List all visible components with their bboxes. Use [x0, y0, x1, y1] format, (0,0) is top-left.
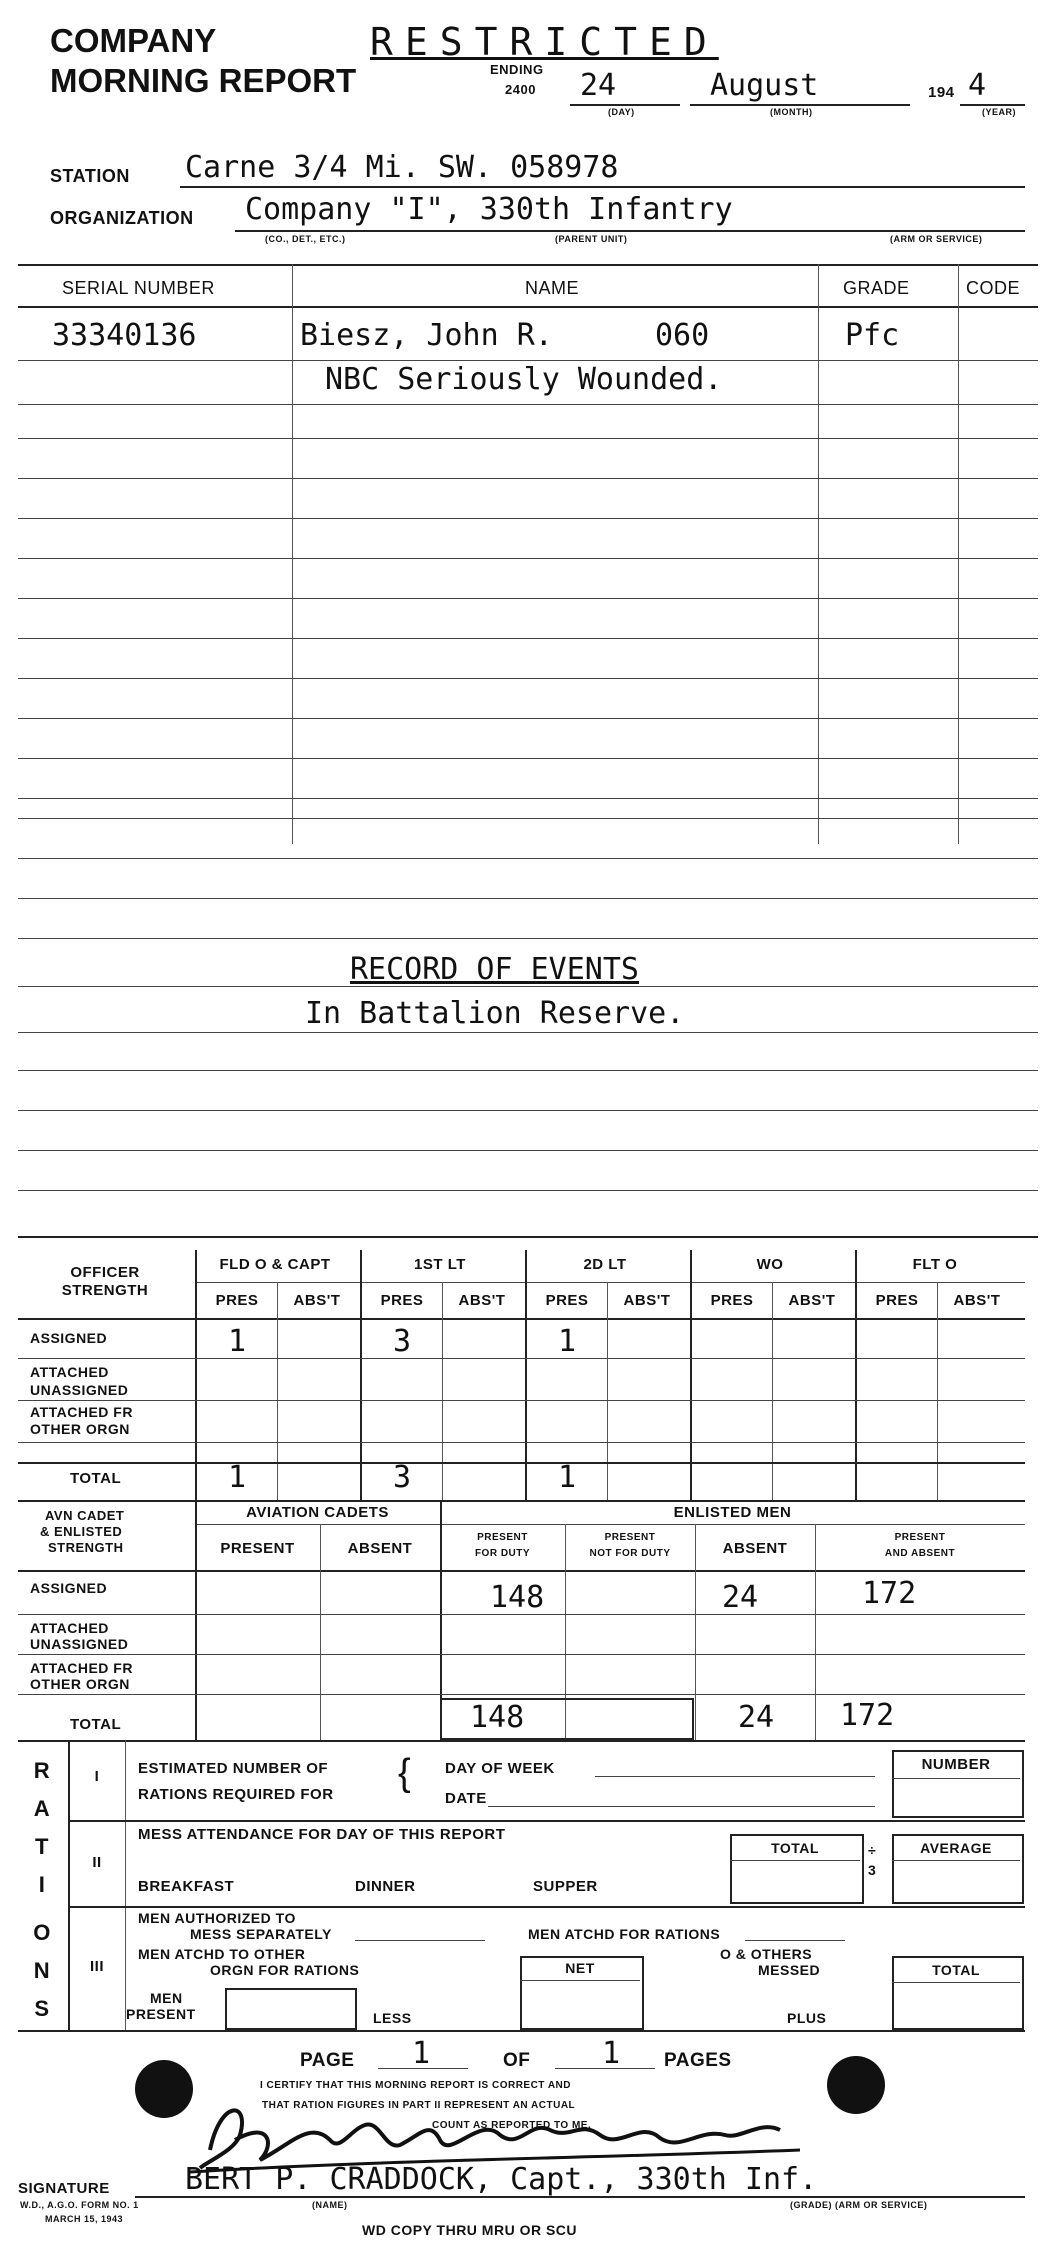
group-fld-capt: FLD O & CAPT	[219, 1256, 331, 1273]
header-code: CODE	[966, 278, 1021, 298]
entry-remark: NBC Seriously Wounded.	[325, 362, 723, 397]
men-atchd-other-1: MEN ATCHD TO OTHER	[138, 1946, 306, 1962]
date-label: DATE	[445, 1790, 487, 1807]
enlisted-label-2: & ENLISTED	[40, 1524, 123, 1539]
row-attached-1: ATTACHED	[30, 1364, 109, 1380]
assigned-absent: 24	[722, 1580, 759, 1615]
name-caption: (NAME)	[312, 2200, 348, 2210]
header-serial-number: SERIAL NUMBER	[62, 278, 215, 298]
enlisted-men-header: ENLISTED MEN	[673, 1504, 792, 1521]
enl-row-assigned: ASSIGNED	[30, 1580, 108, 1596]
sub-abst: ABS'T	[623, 1292, 671, 1309]
enl-row-attached-2: UNASSIGNED	[30, 1636, 129, 1652]
present-and-absent-1: PRESENT	[894, 1532, 946, 1543]
section-iii: III	[89, 1958, 104, 1975]
enlisted-label-1: AVN CADET	[45, 1508, 125, 1523]
sub-pres: PRES	[215, 1292, 259, 1309]
section-ii: II	[92, 1854, 102, 1871]
cadets-absent: ABSENT	[347, 1540, 413, 1557]
row-assigned: ASSIGNED	[30, 1330, 108, 1346]
men-atchd-other-2: ORGN FOR RATIONS	[210, 1962, 360, 1978]
header-grade: GRADE	[843, 278, 910, 298]
estimated-rations-2: RATIONS REQUIRED FOR	[138, 1786, 334, 1803]
record-of-events-text: In Battalion Reserve.	[305, 996, 685, 1031]
average-label: AVERAGE	[920, 1840, 992, 1856]
assigned-present-duty: 148	[490, 1580, 545, 1615]
entry-grade: Pfc	[845, 318, 900, 353]
report-month: August	[710, 68, 819, 103]
dinner-label: DINNER	[355, 1878, 416, 1895]
month-caption: (MONTH)	[770, 107, 813, 117]
less-label: LESS	[373, 2010, 412, 2026]
present-not-duty-2: NOT FOR DUTY	[589, 1548, 671, 1559]
entry-name: Biesz, John R.	[300, 318, 553, 353]
station-label: STATION	[50, 166, 130, 186]
brace-icon: {	[398, 1752, 412, 1794]
certify-line-3: COUNT AS REPORTED TO ME.	[432, 2120, 592, 2131]
supper-label: SUPPER	[533, 1878, 598, 1895]
mess-attendance-label: MESS ATTENDANCE FOR DAY OF THIS REPORT	[138, 1826, 506, 1843]
enlisted-absent: ABSENT	[722, 1540, 788, 1557]
sub-pres: PRES	[875, 1292, 919, 1309]
present-not-duty-1: PRESENT	[604, 1532, 656, 1543]
group-2d-lt: 2D LT	[583, 1256, 627, 1273]
year-digit: 4	[968, 68, 987, 103]
sub-pres: PRES	[545, 1292, 589, 1309]
men-authorized-1: MEN AUTHORIZED TO	[138, 1910, 296, 1926]
section-i: I	[94, 1768, 100, 1785]
record-of-events-title: RECORD OF EVENTS	[350, 952, 639, 987]
row-attached-fr-1: ATTACHED FR	[30, 1404, 133, 1420]
present-and-absent-2: AND ABSENT	[884, 1548, 956, 1559]
organization-label: ORGANIZATION	[50, 208, 194, 228]
officer-strength-label-1: OFFICER	[70, 1264, 140, 1281]
total-1st-lt-pres: 3	[392, 1460, 412, 1495]
certify-line-2: THAT RATION FIGURES IN PART II REPRESENT AN ACTUAL	[262, 2100, 576, 2111]
total-absent: 24	[738, 1700, 775, 1735]
day-of-week-label: DAY OF WEEK	[445, 1760, 555, 1777]
year-caption: (YEAR)	[982, 107, 1016, 117]
row-attached-2: UNASSIGNED	[30, 1382, 129, 1398]
sub-abst: ABS'T	[788, 1292, 836, 1309]
rations-letter-i: I	[38, 1872, 46, 1897]
pages-label: PAGES	[664, 2050, 732, 2071]
ending-label: ENDING	[490, 62, 544, 77]
sub-abst: ABS'T	[953, 1292, 1001, 1309]
page-number: 1	[412, 2036, 431, 2071]
present-duty-1: PRESENT	[477, 1532, 528, 1543]
rations-letter-o: O	[33, 1920, 51, 1945]
men-atchd-for-rations: MEN ATCHD FOR RATIONS	[528, 1926, 721, 1942]
time-label: 2400	[505, 82, 536, 97]
net-label: NET	[565, 1960, 595, 1976]
rations-letter-t: T	[35, 1834, 49, 1859]
day-caption: (DAY)	[608, 107, 635, 117]
men-present-2: PRESENT	[126, 2006, 196, 2022]
enlisted-label-3: STRENGTH	[48, 1540, 124, 1555]
assigned-fld-pres: 1	[227, 1324, 247, 1359]
o-others-1: O & OTHERS	[720, 1946, 813, 1962]
page-label: PAGE	[300, 2050, 355, 2071]
sub-pres: PRES	[380, 1292, 424, 1309]
signer-name: BERT P. CRADDOCK, Capt., 330th Inf.	[185, 2162, 818, 2197]
org-caption-arm: (ARM OR SERVICE)	[890, 234, 983, 244]
row-attached-fr-2: OTHER ORGN	[30, 1421, 130, 1437]
wd-copy-note: WD COPY THRU MRU OR SCU	[362, 2222, 578, 2238]
sub-pres: PRES	[710, 1292, 754, 1309]
men-present-box	[225, 1988, 357, 2030]
signature-label: SIGNATURE	[18, 2180, 110, 2197]
divide-by-three: 3	[868, 1862, 877, 1878]
sub-abst: ABS'T	[293, 1292, 341, 1309]
total-fld-pres: 1	[227, 1460, 247, 1495]
number-label: NUMBER	[921, 1756, 991, 1773]
row-total: TOTAL	[70, 1470, 122, 1487]
station-value: Carne 3/4 Mi. SW. 058978	[185, 150, 619, 185]
total-iii-label: TOTAL	[932, 1962, 980, 1978]
rations-letter-s: S	[34, 1996, 50, 2021]
grade-caption: (GRADE) (ARM OR SERVICE)	[790, 2200, 928, 2210]
breakfast-label: BREAKFAST	[138, 1878, 235, 1895]
form-title-company: COMPANY	[50, 22, 217, 59]
group-flt-o: FLT O	[912, 1256, 958, 1273]
total-2d-lt-pres: 1	[557, 1460, 577, 1495]
total-attendance-label: TOTAL	[771, 1840, 819, 1856]
o-others-2: MESSED	[758, 1962, 821, 1978]
group-1st-lt: 1ST LT	[414, 1256, 466, 1273]
assigned-1st-lt-pres: 3	[392, 1324, 412, 1359]
plus-label: PLUS	[787, 2010, 827, 2026]
rations-letter-n: N	[33, 1958, 51, 1983]
sub-abst: ABS'T	[458, 1292, 506, 1309]
organization-value: Company "I", 330th Infantry	[245, 192, 733, 227]
enl-row-total: TOTAL	[70, 1716, 122, 1733]
enl-row-attached-fr-1: ATTACHED FR	[30, 1660, 133, 1676]
certify-line-1: I CERTIFY THAT THIS MORNING REPORT IS CORRECT AND	[260, 2080, 571, 2091]
rations-letter-r: R	[33, 1758, 51, 1783]
org-caption-co: (CO., DET., ETC.)	[265, 234, 346, 244]
classification-stamp: RESTRICTED	[370, 20, 719, 64]
estimated-rations-1: ESTIMATED NUMBER OF	[138, 1760, 329, 1777]
form-number: W.D., A.G.O. FORM NO. 1	[20, 2200, 139, 2210]
enl-row-attached-fr-2: OTHER ORGN	[30, 1676, 130, 1692]
assigned-2d-lt-pres: 1	[557, 1324, 577, 1359]
cadets-present: PRESENT	[220, 1540, 295, 1557]
year-prefix: 194	[928, 84, 955, 101]
entry-code-number: 060	[655, 318, 710, 353]
present-duty-2: FOR DUTY	[474, 1548, 531, 1559]
form-date: MARCH 15, 1943	[45, 2214, 124, 2224]
entry-serial: 33340136	[52, 318, 197, 353]
org-caption-parent: (PARENT UNIT)	[555, 234, 628, 244]
report-day: 24	[580, 68, 617, 103]
men-authorized-2: MESS SEPARATELY	[190, 1926, 332, 1942]
rations-letter-a: A	[33, 1796, 51, 1821]
group-wo: WO	[756, 1256, 784, 1273]
binder-hole-right	[827, 2056, 885, 2114]
men-present-1: MEN	[150, 1990, 183, 2006]
total-present-duty: 148	[470, 1700, 525, 1735]
form-title-morning-report: MORNING REPORT	[50, 62, 357, 99]
divide-sign: ÷	[868, 1842, 877, 1858]
header-name: NAME	[525, 278, 580, 298]
aviation-cadets-header: AVIATION CADETS	[246, 1504, 389, 1521]
total-present-and-absent: 172	[840, 1698, 895, 1733]
assigned-present-and-absent: 172	[862, 1576, 917, 1611]
of-label: OF	[503, 2050, 531, 2071]
enl-row-attached-1: ATTACHED	[30, 1620, 109, 1636]
officer-strength-label-2: STRENGTH	[61, 1282, 149, 1299]
page-total: 1	[602, 2036, 621, 2071]
